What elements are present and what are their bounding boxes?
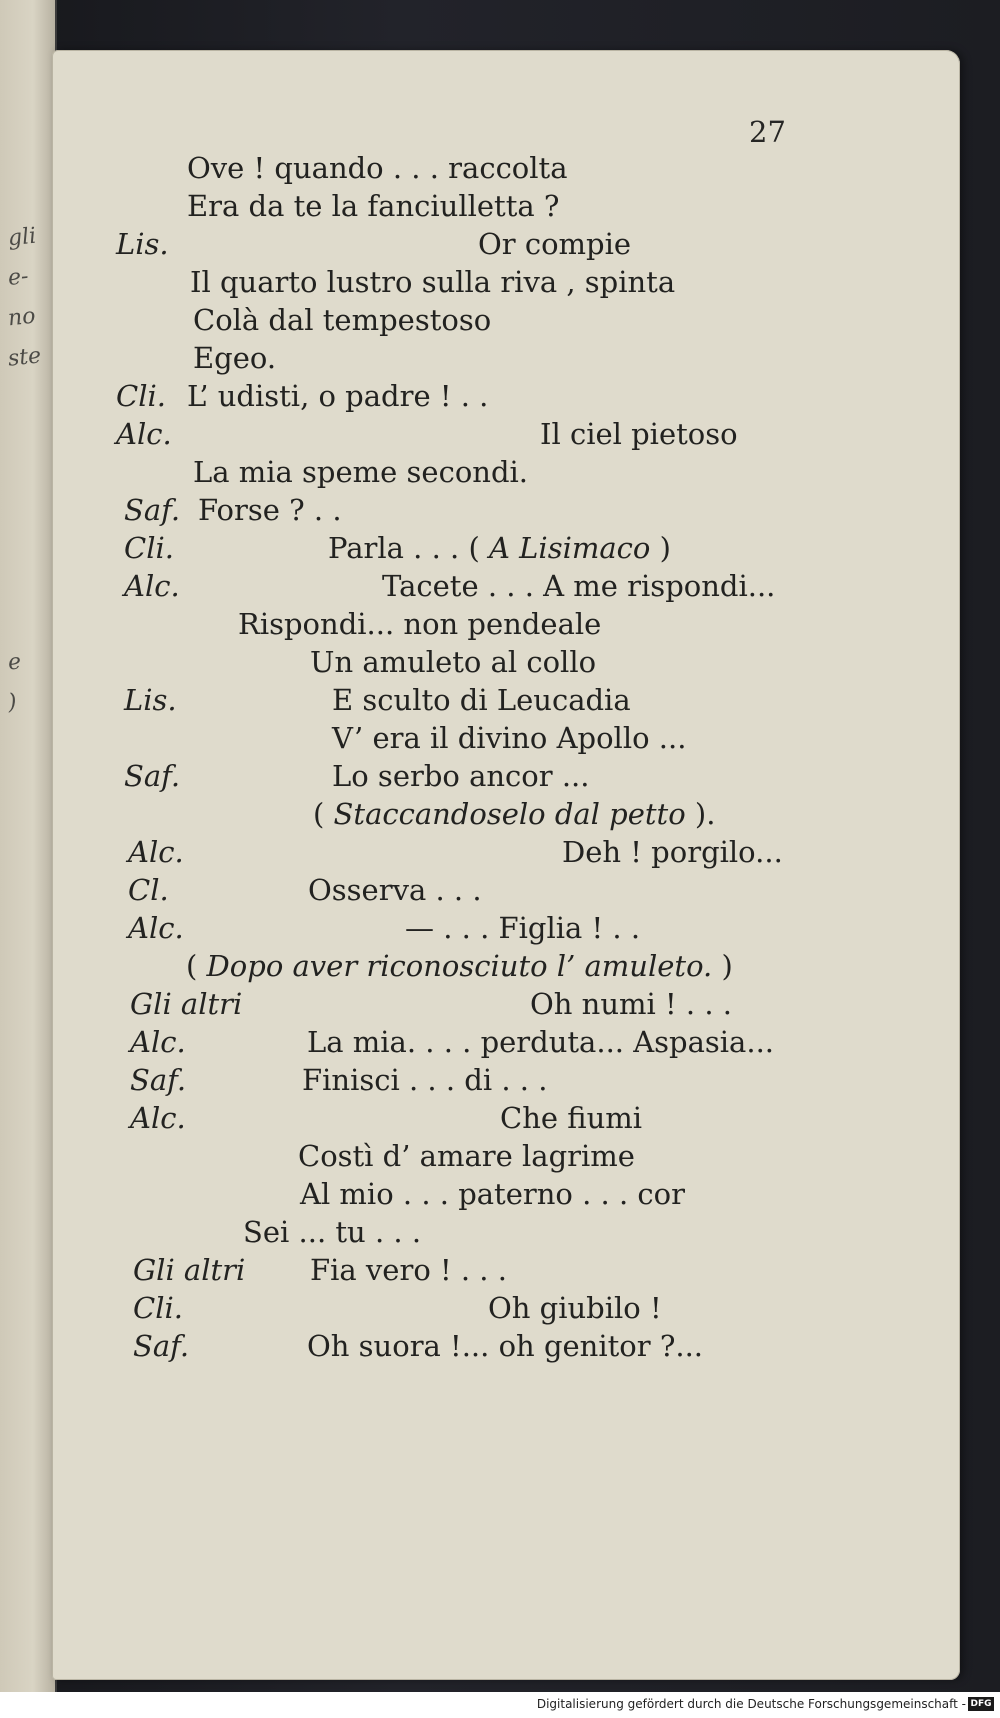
- dfg-logo: DFG: [968, 1697, 994, 1711]
- verse-line: La mia speme secondi.: [193, 455, 529, 489]
- verse-line: Che fiumi: [500, 1101, 643, 1135]
- verse-line: Oh suora !... oh genitor ?...: [307, 1329, 704, 1363]
- verse-line: Lo serbo ancor ...: [332, 759, 590, 793]
- previous-page-edge: [0, 0, 57, 1692]
- verse-line: Egeo.: [193, 341, 277, 375]
- speaker-label: Saf.: [130, 1063, 187, 1097]
- speaker-label: Cli.: [124, 531, 174, 565]
- verse-line: Il ciel pietoso: [540, 417, 738, 451]
- prev-page-fragment: ste: [6, 343, 43, 372]
- speaker-label: Alc.: [124, 569, 180, 603]
- speaker-label: Gli altri: [130, 987, 243, 1021]
- speaker-label: Alc.: [116, 417, 172, 451]
- verse-line: — . . . Figlia ! . .: [405, 911, 641, 945]
- prev-page-fragment: e: [6, 649, 23, 676]
- speaker-label: Lis.: [116, 227, 169, 261]
- verse-line: Rispondi... non pendeale: [238, 607, 602, 641]
- speaker-label: Alc.: [128, 835, 184, 869]
- footer-credit-text: Digitalisierung gefördert durch die Deutsche Forschungsgemeinschaft -: [536, 1697, 966, 1711]
- verse-text-after: ): [721, 949, 733, 983]
- speaker-label: Saf.: [133, 1329, 190, 1363]
- verse-line: Un amuleto al collo: [310, 645, 597, 679]
- verse-line: La mia. . . . perduta... Aspasia...: [307, 1025, 775, 1059]
- verse-line: Or compie: [478, 227, 632, 261]
- digitization-footer: [0, 1692, 1000, 1718]
- verse-line: Fia vero ! . . .: [310, 1253, 507, 1287]
- verse-line: Forse ? . .: [198, 493, 342, 527]
- verse-text: Parla . . . (: [328, 531, 480, 565]
- verse-line: [313, 797, 715, 831]
- prev-page-fragment: gli: [6, 223, 38, 252]
- speaker-label: Cli.: [116, 379, 166, 413]
- stage-direction: Dopo aver riconosciuto l’ amuleto.: [206, 949, 713, 983]
- verse-line: Ove ! quando . . . raccolta: [187, 151, 568, 185]
- verse-line: Deh ! porgilo...: [562, 835, 783, 869]
- verse-line: Al mio . . . paterno . . . cor: [300, 1177, 685, 1211]
- prev-page-fragment: no: [6, 303, 37, 332]
- verse-line: [186, 949, 733, 983]
- speaker-label: Alc.: [128, 911, 184, 945]
- stage-direction: Staccandoselo dal petto: [333, 797, 686, 831]
- speaker-label: Cl.: [128, 873, 169, 907]
- speaker-label: Alc.: [130, 1101, 186, 1135]
- prev-page-fragment: ): [6, 689, 18, 716]
- speaker-label: Lis.: [124, 683, 177, 717]
- verse-line: Il quarto lustro sulla riva , spinta: [190, 265, 676, 299]
- verse-text: (: [313, 797, 325, 831]
- prev-page-fragment: e-: [6, 263, 30, 292]
- verse-line: V’ era il divino Apollo ...: [332, 721, 687, 755]
- verse-line: Era da te la fanciulletta ?: [187, 189, 560, 223]
- verse-text: (: [186, 949, 198, 983]
- verse-line: Costì d’ amare lagrime: [298, 1139, 635, 1173]
- speaker-label: Saf.: [124, 759, 181, 793]
- verse-line: Oh giubilo !: [488, 1291, 662, 1325]
- verse-line: [328, 531, 671, 565]
- verse-line: E sculto di Leucadia: [332, 683, 631, 717]
- verse-line: Osserva . . .: [308, 873, 482, 907]
- verse-line: Tacete . . . A me rispondi...: [382, 569, 776, 603]
- speaker-label: Gli altri: [133, 1253, 246, 1287]
- verse-text-after: ): [659, 531, 671, 565]
- speaker-label: Alc.: [130, 1025, 186, 1059]
- verse-line: Oh numi ! . . .: [530, 987, 732, 1021]
- speaker-label: Saf.: [124, 493, 181, 527]
- verse-line: L’ udisti, o padre ! . .: [187, 379, 489, 413]
- verse-line: Colà dal tempestoso: [193, 303, 492, 337]
- page-number: 27: [749, 115, 786, 149]
- verse-line: Finisci . . . di . . .: [302, 1063, 548, 1097]
- verse-text-after: ).: [694, 797, 716, 831]
- speaker-label: Cli.: [133, 1291, 183, 1325]
- verse-line: Sei ... tu . . .: [243, 1215, 422, 1249]
- stage-direction: A Lisimaco: [489, 531, 651, 565]
